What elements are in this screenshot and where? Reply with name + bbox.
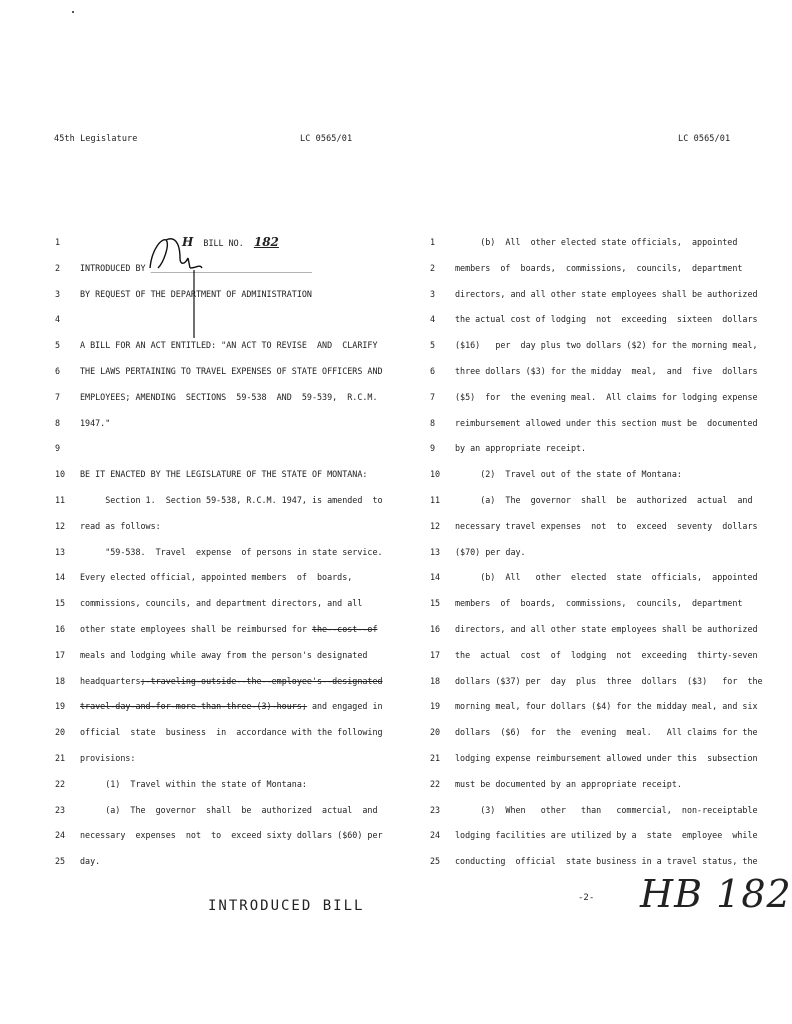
- line-text: [455, 261, 742, 275]
- line-body: Every elected official, appointed members of boards,: [80, 572, 353, 583]
- line-text: [80, 803, 378, 817]
- line-number: 18: [430, 675, 441, 686]
- line-text: [455, 519, 758, 533]
- line-number: 13: [430, 546, 441, 557]
- line-text: [80, 777, 307, 791]
- line-body: ($5) for the evening meal. All claims for lodging expense: [455, 391, 758, 402]
- line-text: [80, 519, 161, 533]
- struck-text: ;-traveling-outside--the--employee's--designated: [140, 675, 383, 686]
- line-text: [80, 725, 383, 739]
- line-body: lodging expense reimbursement allowed under this subsection: [455, 753, 758, 763]
- line-text: [455, 596, 742, 610]
- line-text: [80, 493, 383, 507]
- line-number: 12: [55, 520, 66, 531]
- line-body: (b) All other elected state officials, appointed: [455, 237, 738, 247]
- line-text: [455, 312, 758, 326]
- struck-text: the--cost--of: [311, 624, 378, 634]
- line-number: 18: [55, 675, 66, 686]
- line-number: 2: [55, 262, 61, 273]
- line-number: 1: [430, 237, 436, 247]
- line-body: Section 1. Section 59-538, R.C.M. 1947, is amended to: [80, 495, 383, 505]
- line-body: members of boards, commissions, councils, department: [455, 598, 743, 609]
- introduced-bill-label: INTRODUCED BILL: [208, 898, 365, 914]
- line-text: [80, 596, 362, 610]
- line-body: BY REQUEST OF THE DEPARTMENT OF ADMINISTRATION: [80, 288, 312, 299]
- line-text: [455, 493, 753, 507]
- line-number: 12: [430, 520, 441, 531]
- line-text: [455, 622, 758, 636]
- line-text: [80, 390, 378, 404]
- line-text: [455, 751, 758, 765]
- line-number: 16: [430, 624, 441, 634]
- line-body-after: and engaged in: [306, 701, 383, 712]
- line-body: morning meal, four dollars ($4) for the midday meal, and six: [455, 701, 758, 712]
- line-body: "59-538. Travel expense of persons in state service.: [80, 546, 383, 557]
- line-text: [80, 545, 383, 559]
- line-body: INTRODUCED BY ________________________________: [80, 262, 312, 273]
- line-body: necessary expenses not to exceed sixty dollars ($60) per: [80, 830, 383, 841]
- line-body: directors, and all other state employees shall be authorized: [455, 624, 758, 634]
- line-body: directors, and all other state employees shall be authorized: [455, 288, 758, 299]
- line-body: 1947.": [80, 417, 111, 428]
- line-number: 17: [55, 649, 66, 660]
- line-number: 9: [430, 443, 436, 454]
- line-body: day.: [80, 856, 101, 867]
- line-body: commissions, councils, and department directors, and all: [80, 598, 363, 609]
- line-text: [80, 699, 383, 713]
- line-number: 11: [430, 495, 441, 505]
- line-number: 4: [55, 314, 61, 325]
- line-body: must be documented by an appropriate receipt.: [455, 778, 682, 789]
- line-number: 13: [55, 546, 66, 557]
- line-number: 6: [430, 366, 436, 376]
- line-text: [80, 622, 378, 636]
- line-text: [80, 674, 383, 688]
- line-number: 22: [430, 778, 441, 789]
- line-number: 23: [55, 804, 66, 815]
- line-number: 8: [55, 417, 61, 428]
- line-number: 14: [55, 572, 66, 583]
- line-text: [80, 854, 100, 868]
- line-body: the actual cost of lodging not exceeding thirty-seven: [455, 649, 758, 660]
- line-text: [455, 648, 758, 662]
- line-body: official state business in accordance with the following: [80, 727, 383, 738]
- line-text: [80, 338, 378, 352]
- line-text: [455, 390, 758, 404]
- line-body: meals and lodging while away from the person's designated: [80, 649, 368, 660]
- line-body: ($70) per day.: [455, 546, 526, 557]
- line-body: members of boards, commissions, councils, department: [455, 262, 743, 273]
- line-text: [455, 725, 758, 739]
- line-body: dollars ($6) for the evening meal. All claims for the: [455, 727, 758, 738]
- line-body: ($16) per day plus two dollars ($2) for the morning meal,: [455, 340, 758, 351]
- line-text: [80, 364, 383, 378]
- page-number: -2-: [578, 893, 595, 903]
- line-body: (a) The governor shall be authorized actual and: [80, 804, 378, 815]
- line-number: 5: [430, 340, 436, 351]
- header-lc-number-left: LC 0565/01: [300, 134, 353, 144]
- line-text: [455, 777, 682, 791]
- line-text: [455, 287, 758, 301]
- line-number: 9: [55, 443, 61, 454]
- line-text: [455, 416, 758, 430]
- line-text: [80, 467, 367, 481]
- line-body: conducting official state business in a travel status, the: [455, 856, 758, 867]
- line-text: [455, 235, 737, 249]
- line-text: [455, 467, 682, 481]
- line-body: lodging facilities are utilized by a state employee while: [455, 830, 758, 841]
- line-number: 16: [55, 624, 66, 634]
- line-number: 19: [430, 701, 441, 712]
- line-number: 22: [55, 778, 66, 789]
- line-number: 17: [430, 649, 441, 660]
- line-body: by an appropriate receipt.: [455, 443, 587, 454]
- line-body: dollars ($37) per day plus three dollars ($3) for the: [455, 675, 763, 686]
- line-number: 8: [430, 417, 436, 428]
- line-text: [455, 570, 758, 584]
- scan-speck: [72, 11, 74, 13]
- line-body: the actual cost of lodging not exceeding sixteen dollars: [455, 314, 758, 325]
- line-text: [455, 674, 763, 688]
- handwritten-bill-number: 182: [253, 235, 279, 249]
- line-text: [455, 441, 586, 455]
- line-number: 2: [430, 262, 436, 273]
- line-text: [455, 338, 758, 352]
- line-number: 3: [430, 288, 436, 299]
- line-number: 21: [55, 753, 66, 763]
- line-body: THE LAWS PERTAINING TO TRAVEL EXPENSES OF STATE OFFICERS AND: [80, 366, 383, 376]
- line-number: 5: [55, 340, 61, 351]
- line-number: 11: [55, 495, 66, 505]
- line-body: three dollars ($3) for the midday meal, and five dollars: [455, 366, 758, 376]
- line-number: 20: [430, 727, 441, 738]
- line-body: (1) Travel within the state of Montana:: [80, 778, 307, 789]
- line-number: 21: [430, 753, 441, 763]
- line-number: 10: [55, 469, 66, 480]
- line-number: 7: [430, 391, 436, 402]
- line-number: 7: [55, 391, 61, 402]
- header-legislature: 45th Legislature: [54, 134, 138, 144]
- line-number: 20: [55, 727, 66, 738]
- struck-text: travel-day-and-for-more-than-three-(3)-hours;: [80, 701, 307, 712]
- line-body: A BILL FOR AN ACT ENTITLED: "AN ACT TO REVISE AND CLARIFY: [80, 340, 378, 351]
- line-body: (2) Travel out of the state of Montana:: [455, 469, 682, 480]
- line-text: [80, 648, 367, 662]
- line-number: 24: [430, 830, 441, 841]
- line-body: other state employees shall be reimbursed for: [80, 624, 312, 634]
- line-number: 25: [430, 856, 441, 867]
- line-number: 4: [430, 314, 436, 325]
- line-number: 15: [55, 598, 66, 609]
- line-body: provisions:: [80, 753, 136, 763]
- header-lc-number-right: LC 0565/01: [678, 134, 731, 144]
- line-number: 24: [55, 830, 66, 841]
- line-text: [80, 751, 135, 765]
- line-number: 19: [55, 701, 66, 712]
- line-text: [455, 699, 758, 713]
- line-body: headquarters: [80, 675, 141, 686]
- line-body: reimbursement allowed under this section must be documented: [455, 417, 758, 428]
- line-text: [455, 545, 526, 559]
- line-body: (a) The governor shall be authorized actual and: [455, 495, 753, 505]
- line-body: necessary travel expenses not to exceed seventy dollars: [455, 520, 758, 531]
- line-number: 15: [430, 598, 441, 609]
- line-text: [80, 828, 383, 842]
- line-number: 10: [430, 469, 441, 480]
- line-number: 14: [430, 572, 441, 583]
- handwritten-house-letter: H: [182, 235, 194, 249]
- hb-stamp: HB 182: [640, 872, 792, 916]
- line-body: (b) All other elected state officials, appointed: [455, 572, 758, 583]
- line-text: [455, 854, 758, 868]
- line-text: [455, 364, 758, 378]
- line-number: 25: [55, 856, 66, 867]
- line-text: [455, 803, 758, 817]
- line-body: (3) When other than commercial, non-receiptable: [455, 804, 758, 815]
- line-text: [455, 828, 758, 842]
- line-body: EMPLOYEES; AMENDING SECTIONS 59-538 AND 59-539, R.C.M.: [80, 391, 378, 402]
- line-number: 1: [55, 237, 61, 247]
- line-body: read as follows:: [80, 520, 161, 531]
- line-text: [80, 570, 352, 584]
- line-number: 3: [55, 288, 61, 299]
- line-number: 6: [55, 366, 61, 376]
- bill-no-label: BILL NO.: [193, 238, 254, 248]
- signature-mark: [140, 228, 210, 348]
- line-number: 23: [430, 804, 441, 815]
- line-text: [80, 416, 110, 430]
- line-body: BE IT ENACTED BY THE LEGISLATURE OF THE STATE OF MONTANA:: [80, 469, 368, 480]
